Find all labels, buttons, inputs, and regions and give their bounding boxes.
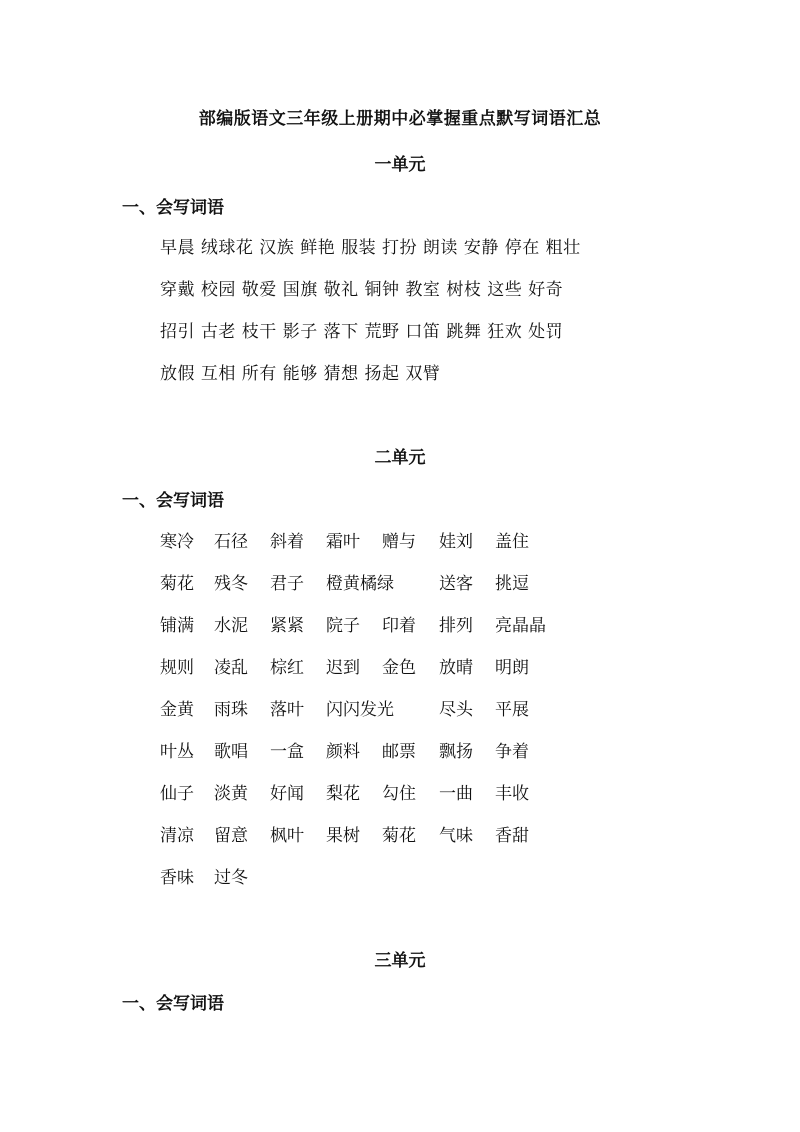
word: 好闻 xyxy=(270,784,304,804)
word: 金色 xyxy=(382,658,416,678)
word: 金黄 xyxy=(160,700,194,720)
word: 娃刘 xyxy=(439,532,473,552)
word: 铺满 xyxy=(160,616,194,636)
word: 香味 xyxy=(160,868,194,888)
unit-2-heading: 一、会写词语 xyxy=(122,491,224,511)
word: 石径 xyxy=(214,532,248,552)
word: 仙子 xyxy=(160,784,194,804)
word: 梨花 xyxy=(326,784,360,804)
unit-3-title: 三单元 xyxy=(374,951,426,971)
unit-1-title: 一单元 xyxy=(374,155,426,175)
word: 霜叶 xyxy=(326,532,360,552)
word: 菊花 xyxy=(160,574,194,594)
word: 香甜 xyxy=(495,826,529,846)
word: 清凉 xyxy=(160,826,194,846)
word: 斜着 xyxy=(270,532,304,552)
word: 气味 xyxy=(439,826,473,846)
unit-2-title: 二单元 xyxy=(374,448,426,468)
word: 叶丛 xyxy=(160,742,194,762)
word: 君子 xyxy=(270,574,304,594)
unit-1-word-line: 招引 古老 枝干 影子 落下 荒野 口笛 跳舞 狂欢 处罚 xyxy=(160,322,564,342)
word: 一曲 xyxy=(439,784,473,804)
word: 平展 xyxy=(495,700,529,720)
unit-3-heading: 一、会写词语 xyxy=(122,994,224,1014)
word: 一盒 xyxy=(270,742,304,762)
unit-1-heading: 一、会写词语 xyxy=(122,198,224,218)
word: 雨珠 xyxy=(214,700,248,720)
word: 勾住 xyxy=(382,784,416,804)
word: 送客 xyxy=(439,574,473,594)
word: 迟到 xyxy=(326,658,360,678)
word: 紧紧 xyxy=(270,616,304,636)
word: 颜料 xyxy=(326,742,360,762)
word: 果树 xyxy=(326,826,360,846)
word: 盖住 xyxy=(495,532,529,552)
word: 枫叶 xyxy=(270,826,304,846)
word: 飘扬 xyxy=(439,742,473,762)
word: 过冬 xyxy=(214,868,248,888)
word: 残冬 xyxy=(214,574,248,594)
word: 明朗 xyxy=(495,658,529,678)
word: 尽头 xyxy=(439,700,473,720)
word: 挑逗 xyxy=(495,574,529,594)
word: 放晴 xyxy=(439,658,473,678)
word: 棕红 xyxy=(270,658,304,678)
word: 淡黄 xyxy=(214,784,248,804)
word: 赠与 xyxy=(382,532,416,552)
unit-1-word-line: 穿戴 校园 敬爱 国旗 敬礼 铜钟 教室 树枝 这些 好奇 xyxy=(160,280,564,300)
word: 邮票 xyxy=(382,742,416,762)
word: 争着 xyxy=(495,742,529,762)
unit-1-word-line: 放假 互相 所有 能够 猜想 扬起 双臂 xyxy=(160,364,441,384)
word: 排列 xyxy=(439,616,473,636)
word: 规则 xyxy=(160,658,194,678)
word: 橙黄橘绿 xyxy=(326,574,394,594)
word: 落叶 xyxy=(270,700,304,720)
word: 印着 xyxy=(382,616,416,636)
word: 水泥 xyxy=(214,616,248,636)
word: 菊花 xyxy=(382,826,416,846)
word: 院子 xyxy=(326,616,360,636)
word: 歌唱 xyxy=(214,742,248,762)
word: 寒冷 xyxy=(160,532,194,552)
word: 闪闪发光 xyxy=(326,700,394,720)
word: 亮晶晶 xyxy=(495,616,546,636)
word: 凌乱 xyxy=(214,658,248,678)
word: 留意 xyxy=(214,826,248,846)
unit-1-word-line: 早晨 绒球花 汉族 鲜艳 服装 打扮 朗读 安静 停在 粗壮 xyxy=(160,238,581,258)
page-title: 部编版语文三年级上册期中必掌握重点默写词语汇总 xyxy=(198,109,602,129)
word: 丰收 xyxy=(495,784,529,804)
